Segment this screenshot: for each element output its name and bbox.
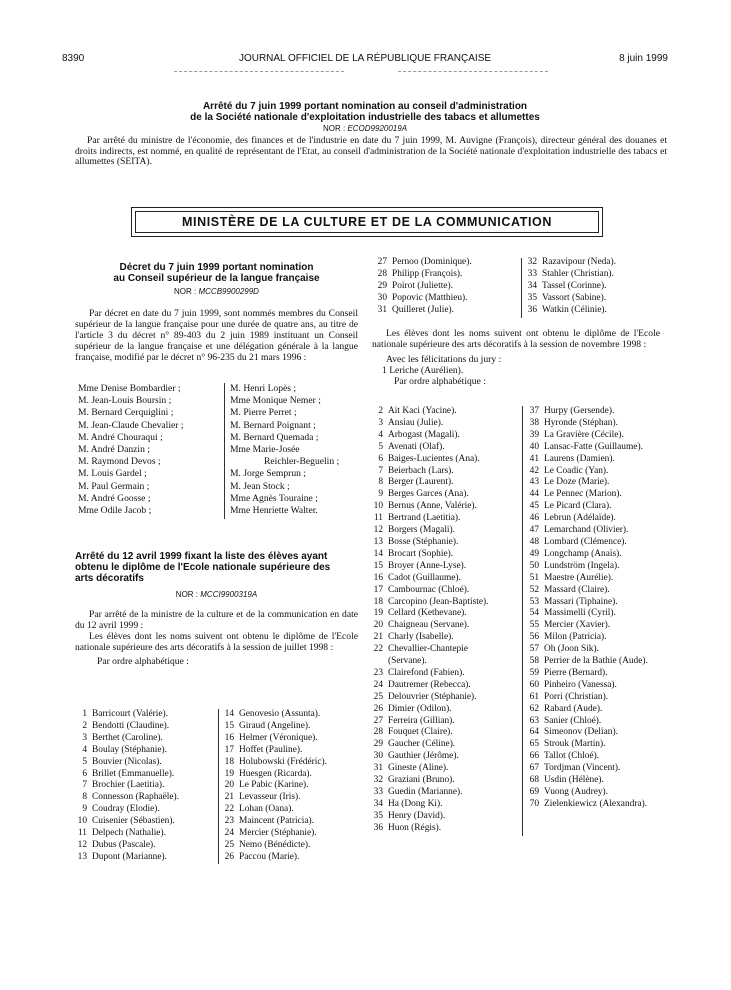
issue-date: 8 juin 1999	[619, 53, 668, 64]
graduate-entry: 4 Boulay (Stéphanie).	[82, 744, 167, 755]
graduate-entry: 50 Lundström (Ingela).	[529, 560, 620, 571]
graduate-entry: 7 Brochier (Laetitia).	[82, 780, 165, 791]
seita-title-line: Arrêté du 7 juin 1999 portant nomination au conseil d'administration	[202, 101, 528, 112]
graduate-entry: 49 Longchamp (Anaïs).	[529, 548, 622, 559]
column-separator	[224, 383, 225, 519]
graduate-entry: 16 Cadot (Guillaume).	[373, 572, 461, 583]
members-right	[230, 383, 360, 517]
member-name: Mme Odile Jacob ;	[78, 505, 152, 517]
graduate-entry: 48 Lombard (Clémence).	[529, 536, 627, 547]
column-separator	[522, 406, 523, 836]
member-name: M. Henri Lopès ;	[230, 383, 297, 394]
graduate-entry: 12 Borgers (Magali).	[373, 525, 455, 536]
arrete-nor	[75, 589, 358, 600]
graduate-list-july-a	[72, 709, 212, 864]
graduate-list-july-b	[219, 709, 359, 864]
graduate-entry: 35 Vassort (Sabine).	[527, 292, 607, 303]
member-name: Mme Agnès Touraine ;	[230, 492, 318, 504]
decret-title-line: au Conseil supérieur de la langue française	[113, 273, 320, 284]
member-name: M. Jean Stock ;	[230, 480, 290, 492]
graduate-entry: 21 Charly (Isabelle).	[373, 632, 454, 643]
decret-nor	[75, 286, 358, 297]
graduate-entry: 15 Giraud (Angeline).	[224, 720, 311, 731]
graduate-entry: 39 La Gravière (Cécile).	[529, 429, 624, 440]
graduate-entry: 66 Tallot (Chloé).	[529, 751, 600, 762]
member-name: M. Bernard Quemada ;	[230, 431, 319, 443]
arrete-order: Par ordre alphabétique :	[97, 655, 189, 667]
graduate-entry: 15 Broyer (Anne-Lyse).	[373, 560, 467, 571]
member-name: M. Jean-Louis Boursin ;	[78, 395, 172, 407]
graduate-entry: 29 Gaucher (Céline).	[373, 739, 456, 750]
graduate-entry: 31 Quilleret (Julie).	[377, 304, 454, 315]
seita-title	[62, 101, 668, 123]
graduate-entry: 64 Simeonov (Delian).	[529, 727, 618, 738]
graduate-entry: 8 Connesson (Raphaële).	[82, 792, 179, 803]
graduate-entry: 61 Porri (Christian).	[529, 691, 609, 702]
member-name: M. Bernard Cerquiglini ;	[78, 407, 174, 419]
graduate-entry: 38 Hyronde (Stéphan).	[529, 417, 618, 428]
graduate-entry: 18 Holubowski (Frédéric).	[224, 756, 328, 767]
arrete-section	[75, 551, 358, 667]
graduate-entry: 24 Dautremer (Rebecca).	[373, 679, 471, 690]
graduate-entry: 5 Bouvier (Nicolas).	[82, 756, 162, 767]
graduate-entry: 51 Maestre (Aurélie).	[529, 572, 614, 583]
graduate-entry: 56 Milon (Patricia).	[529, 632, 607, 643]
graduate-entry: 27 Ferreira (Gillian).	[373, 715, 455, 726]
nor-code: MCCB9900299D	[198, 287, 259, 296]
member-name: M. Bernard Poignant ;	[230, 419, 316, 431]
member-name: M. André Chouraqui ;	[78, 431, 163, 443]
graduate-entry: 62 Rabard (Aude).	[529, 703, 603, 714]
graduate-entry: 47 Lemarchand (Olivier).	[529, 525, 629, 536]
graduate-entry: 30 Gauthier (Jérôme).	[373, 751, 459, 762]
graduate-entry: 6 Brillet (Emmanuelle).	[82, 768, 175, 779]
graduate-entry: 27 Pernoo (Dominique).	[377, 257, 472, 267]
graduate-entry: 8 Berger (Laurent).	[378, 477, 454, 488]
graduate-entry: 29 Poirot (Juliette).	[377, 280, 453, 291]
graduate-list-july-d	[522, 257, 672, 317]
decret-title	[75, 262, 358, 284]
seita-nor	[62, 124, 668, 133]
member-name: M. Raymond Devos ;	[78, 456, 161, 468]
graduate-entry: 7 Beierbach (Lars).	[378, 465, 454, 476]
graduate-entry: 4 Arbogast (Magali).	[378, 429, 460, 440]
graduate-entry: 9 Coudray (Elodie).	[82, 804, 160, 815]
graduate-entry: 12 Dubus (Pascale).	[77, 839, 156, 850]
nor-label: NOR :	[322, 124, 346, 133]
graduate-entry: 45 Le Picard (Clara).	[529, 501, 612, 512]
graduate-entry: 26 Paccou (Marie).	[224, 851, 300, 862]
graduate-entry: 14 Genovesio (Assunta).	[224, 709, 321, 719]
graduate-entry: 69 Vuong (Audrey).	[529, 787, 609, 797]
graduate-entry: 34 Tassel (Corinne).	[527, 280, 607, 291]
graduate-entry: 22 Chevallier-Chantepie	[373, 644, 468, 655]
member-name: M. Jean-Claude Chevalier ;	[78, 419, 184, 431]
graduate-entry: 9 Berges Garces (Ana).	[378, 489, 469, 500]
decret-body: Par décret en date du 7 juin 1999, sont nommés membres du Conseil supérieur de la langue française pour une durée de quatre ans, au titre de l'article 3 du décret n° 89-403 du 2 juin 1989 instituant un Conseil supérieur de la langue française et une délégation générale à la langue française, modifié par le décret n° 96-235 du 21 mars 1996 :	[75, 308, 358, 363]
member-name: Reichler-Beguelin ;	[264, 456, 340, 468]
graduate-entry: 20 Le Pabic (Karine).	[224, 780, 309, 791]
nor-label: NOR :	[175, 590, 199, 599]
arrete-title-line: Arrêté du 12 avril 1999 fixant la liste des élèves ayant	[75, 551, 328, 562]
ministry-banner	[131, 207, 603, 237]
members-left	[78, 383, 224, 517]
decret-section	[75, 262, 358, 363]
graduate-entry: 54 Massimelli (Cyril).	[529, 608, 616, 619]
graduate-entry: 55 Mercier (Xavier).	[529, 620, 611, 631]
graduate-entry: 6 Baiges-Lucientes (Ana).	[378, 453, 480, 464]
graduate-entry: 43 Le Doze (Marie).	[529, 477, 610, 488]
graduate-entry: 18 Carcopino (Jean-Baptiste).	[373, 596, 489, 607]
graduate-list-november-a	[368, 406, 523, 835]
graduate-entry: 25 Nemo (Bénédicte).	[224, 839, 311, 850]
graduate-entry: 11 Bertrand (Laetitia).	[373, 513, 461, 524]
graduate-entry: 10 Cuisenier (Sébastien).	[77, 816, 175, 827]
graduate-entry: 32 Razavipour (Neda).	[527, 257, 616, 267]
graduate-entry: 16 Helmer (Véronique).	[224, 732, 318, 743]
graduate-entry: 31 Gineste (Aline).	[373, 763, 449, 774]
graduate-entry: 28 Philipp (François).	[377, 268, 463, 279]
graduate-entry: 46 Lebrun (Adélaïde).	[529, 513, 616, 524]
graduate-entry: 60 Pinheiro (Vanessa).	[529, 679, 617, 690]
felicitations-heading: Avec les félicitations du jury :	[386, 353, 502, 365]
graduate-entry: 68 Usdin (Hélène).	[529, 775, 604, 786]
graduate-entry: 17 Hoffet (Pauline).	[224, 744, 303, 755]
november-body: Les élèves dont les noms suivent ont obtenu le diplôme de l'Ecole nationale supérieure des arts décoratifs à la session de novembre 1998 :	[372, 328, 660, 350]
graduate-entry: 35 Henry (David).	[373, 810, 446, 821]
header-rule	[174, 71, 344, 72]
graduate-entry: 63 Sanier (Chloé).	[529, 715, 602, 726]
graduate-entry: 10 Bernus (Anne, Valérie).	[373, 501, 477, 512]
graduate-entry: 36 Huon (Régis).	[373, 822, 442, 833]
page-number: 8390	[62, 53, 85, 64]
nor-label: NOR :	[174, 287, 197, 296]
seita-title-line: de la Société nationale d'exploitation industrielle des tabacs et allumettes	[190, 112, 540, 123]
graduate-entry: 42 Le Coadic (Yan).	[529, 465, 609, 476]
graduate-entry: 32 Graziani (Bruno).	[373, 775, 455, 786]
graduate-entry: 24 Mercier (Stéphanie).	[224, 828, 317, 839]
graduate-entry: 53 Massari (Tiphaine).	[529, 596, 618, 607]
graduate-entry: 21 Levasseur (Iris).	[224, 792, 301, 803]
graduate-entry: 3 Berthet (Caroline).	[82, 732, 163, 743]
journal-title: JOURNAL OFFICIEL DE LA RÉPUBLIQUE FRANÇAISE	[238, 53, 492, 64]
graduate-entry: 1 Barricourt (Valérie).	[82, 709, 169, 719]
graduate-entry: 70 Zielenkiewicz (Alexandra).	[529, 798, 648, 809]
member-name: M. Pierre Perret ;	[230, 407, 297, 419]
graduate-entry: 14 Brocart (Sophie).	[373, 548, 454, 559]
graduate-entry: 33 Stahler (Christian).	[527, 268, 614, 279]
member-name: M. Paul Germain ;	[78, 480, 150, 492]
graduate-entry: 67 Tordjman (Vincent).	[529, 763, 621, 774]
graduate-entry: 65 Strouk (Martin).	[529, 739, 606, 750]
graduate-entry: 58 Perrier de la Bathie (Aude).	[529, 656, 648, 667]
seita-body: Par arrêté du ministre de l'économie, des finances et de l'industrie en date du 7 juin 1999, M. Auvigne (François), directeur général des douanes et droits indirects, est nommé, en qualité de représentant de l'Etat, au conseil d'administration de la Société nationale d'exploitation industrielle des tabacs et allumettes (SEITA).	[75, 135, 667, 168]
graduate-entry: 30 Popovic (Matthieu).	[377, 292, 468, 303]
header-rule	[398, 71, 548, 72]
member-name: Mme Monique Nemer ;	[230, 395, 321, 407]
graduate-entry: 26 Dimier (Odilon).	[373, 703, 452, 714]
member-name: Mme Denise Bombardier ;	[78, 383, 181, 394]
graduate-entry: 3 Ansiau (Julie).	[378, 417, 444, 428]
felicitations-entry: 1 Leriche (Aurélien).	[382, 364, 464, 376]
graduate-entry: 19 Cellard (Kethevane).	[373, 608, 467, 619]
graduate-entry: 2 Bendotti (Claudine).	[82, 720, 170, 731]
page-header	[62, 53, 668, 67]
graduate-entry: 2 Ait Kaci (Yacine).	[378, 406, 457, 416]
graduate-entry: 37 Hurpy (Gersende).	[529, 406, 615, 416]
arrete-body-2: Les élèves dont les noms suivent ont obtenu le diplôme de l'Ecole nationale supérieure des arts décoratifs à la session de juillet 1998 :	[75, 631, 358, 653]
graduate-entry: 40 Lansac-Fatte (Guillaume).	[529, 441, 643, 452]
graduate-entry: 25 Delouvrier (Stéphanie).	[373, 691, 477, 702]
graduate-entry: 28 Fouquet (Claire).	[373, 727, 453, 738]
nor-code: MCCI9900319A	[200, 590, 258, 599]
nor-code: ECOD9920019A	[347, 124, 408, 133]
graduate-entry: 44 Le Pennec (Marion).	[529, 489, 622, 500]
graduate-entry: 23 Maincent (Patricia).	[224, 816, 314, 827]
arrete-body-1: Par arrêté de la ministre de la culture et de la communication en date du 12 avril 1999 :	[75, 609, 358, 632]
november-intro	[372, 329, 660, 387]
graduate-entry: (Servane).	[388, 656, 427, 667]
member-name: M. André Goosse ;	[78, 492, 151, 504]
arrete-title-line: obtenu le diplôme de l'Ecole nationale supérieure des	[75, 562, 331, 573]
graduate-entry: 41 Laurens (Damien).	[529, 453, 615, 464]
graduate-entry: 20 Chaigneau (Servane).	[373, 620, 470, 631]
member-name: Mme Henriette Walter.	[230, 505, 318, 517]
member-name: M. Jorge Semprun ;	[230, 468, 307, 480]
arrete-title	[75, 551, 358, 584]
graduate-entry: 22 Lohan (Oana).	[224, 804, 294, 815]
member-name: M. Louis Gardel ;	[78, 468, 147, 480]
graduate-entry: 59 Pierre (Bernard).	[529, 667, 608, 678]
graduate-entry: 23 Clairefond (Fabien).	[373, 667, 465, 678]
graduate-entry: 34 Ha (Dong Ki).	[373, 798, 443, 809]
november-order: Par ordre alphabétique :	[394, 375, 486, 387]
graduate-entry: 33 Guedin (Marianne).	[373, 787, 463, 797]
ministry-title: MINISTÈRE DE LA CULTURE ET DE LA COMMUNICATION	[135, 211, 599, 233]
graduate-entry: 36 Watkin (Célinie).	[527, 304, 607, 315]
graduate-list-november-b	[524, 406, 684, 811]
decret-title-line: Décret du 7 juin 1999 portant nomination	[119, 262, 314, 273]
member-name: M. André Danzin ;	[78, 444, 150, 456]
graduate-entry: 13 Bosse (Stéphanie).	[373, 536, 459, 547]
graduate-entry: 11 Delpech (Nathalie).	[77, 828, 166, 839]
graduate-list-july-c	[372, 257, 517, 317]
graduate-entry: 5 Avenati (Olaf).	[378, 441, 445, 452]
graduate-entry: 19 Huesgen (Ricarda).	[224, 768, 312, 779]
member-name: Mme Marie-Josée	[230, 444, 300, 456]
arrete-title-line: arts décoratifs	[75, 573, 144, 584]
graduate-entry: 13 Dupont (Marianne).	[77, 851, 167, 862]
graduate-entry: 57 Oh (Joon Sik).	[529, 644, 599, 655]
graduate-entry: 17 Cambournac (Chloé).	[373, 584, 470, 595]
graduate-entry: 52 Massard (Claire).	[529, 584, 610, 595]
